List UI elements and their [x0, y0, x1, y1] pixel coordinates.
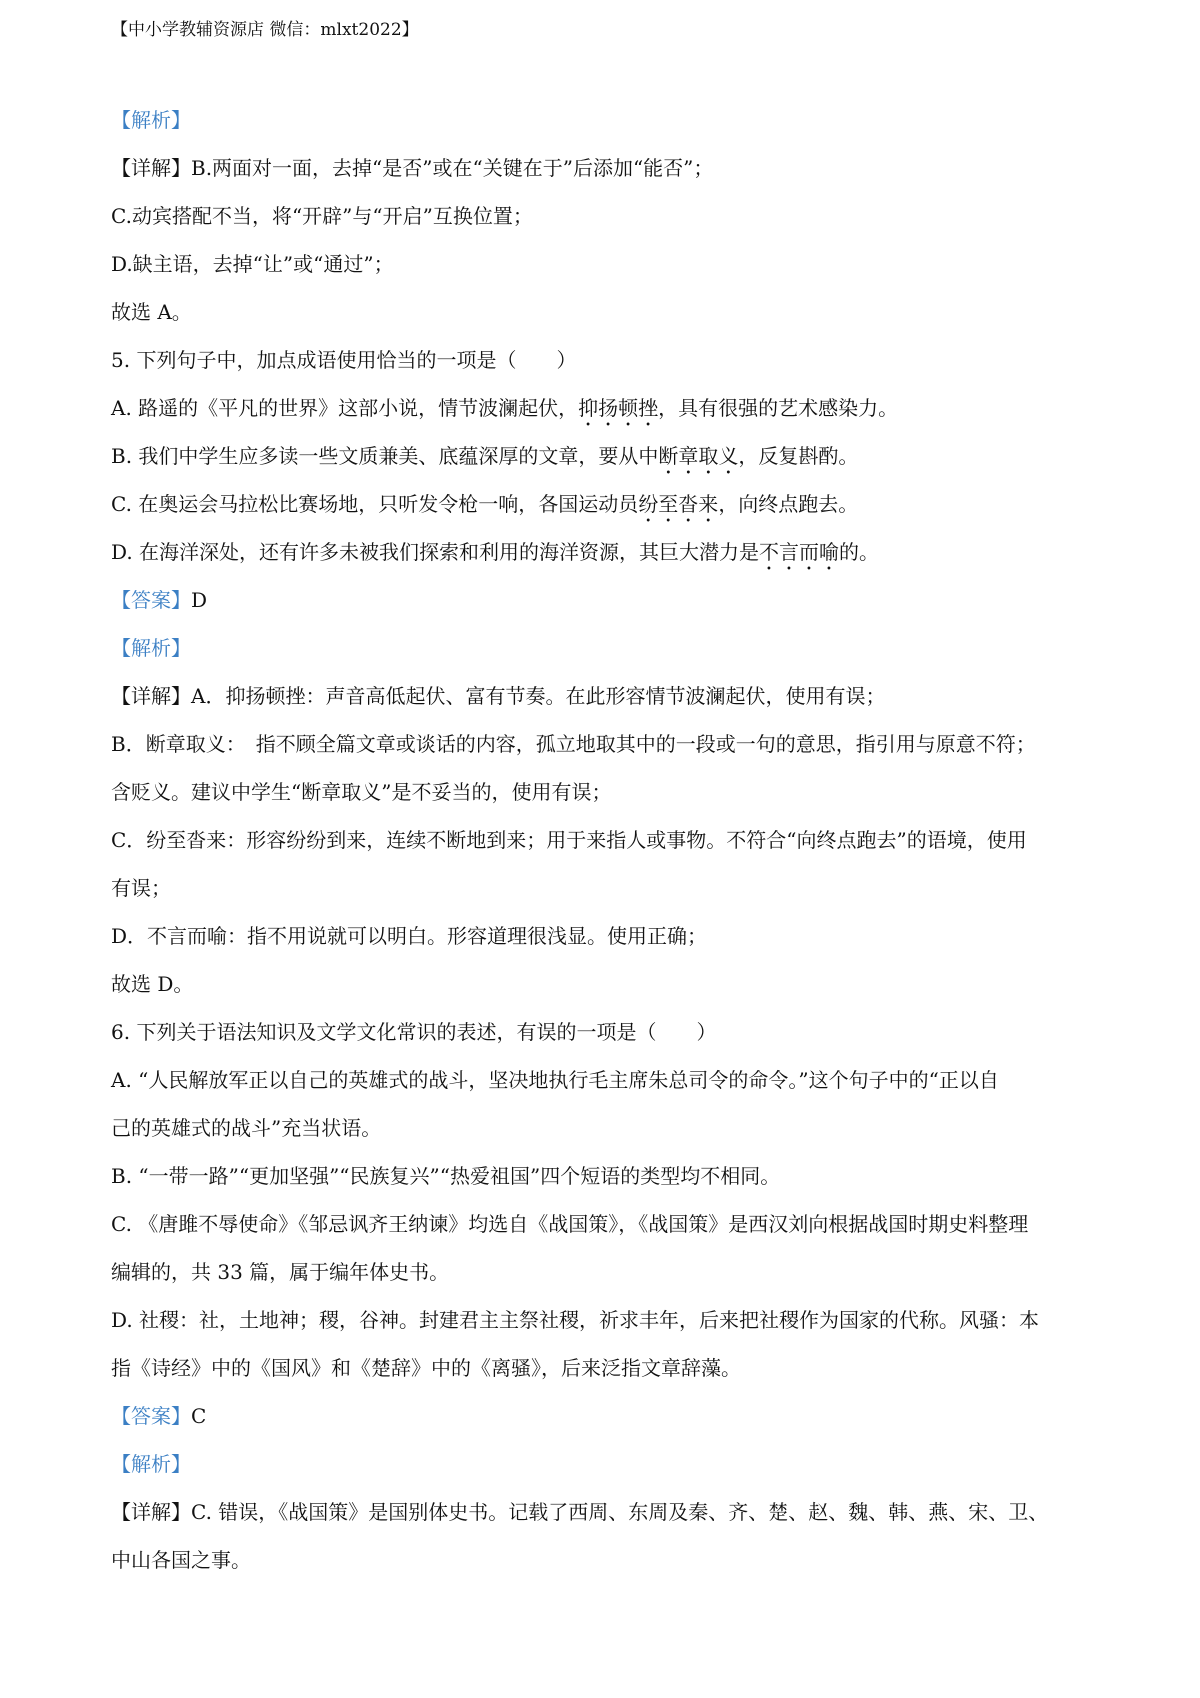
answer-tag: 【答案】 — [111, 588, 191, 612]
detail-line-b — [111, 144, 1101, 192]
q6-option-a-line2: 己的英雄式的战斗”充当状语。 — [111, 1116, 382, 1140]
q6-answer-line — [111, 1392, 1101, 1440]
q6-detail-line2: 中山各国之事。 — [111, 1548, 251, 1572]
q5-c-text-pre: C. 在奥运会马拉松比赛场地，只听发令枪一响，各国运动员 — [111, 492, 639, 516]
q5-a-text-pre: A. 路遥的《平凡的世界》这部小说，情节波澜起伏， — [111, 396, 579, 420]
conclusion-line: 故选 A。 — [111, 300, 192, 324]
detail-text: A．抑扬顿挫：声音高低起伏、富有节奏。在此形容情节波澜起伏，使用有误； — [191, 684, 886, 708]
document-body — [111, 96, 1101, 1584]
analysis-heading — [111, 96, 1101, 144]
q5-detail-c2: 有误； — [111, 876, 171, 900]
answer-tag: 【答案】 — [111, 1404, 191, 1428]
q5-detail-b2: 含贬义。建议中学生“断章取义”是不妥当的，使用有误； — [111, 780, 612, 804]
detail-tag: 【详解】 — [111, 1500, 191, 1524]
q5-d-dotted-idiom: 不言而喻 — [759, 540, 840, 564]
q6-stem: 6. 下列关于语法知识及文学文化常识的表述，有误的一项是（ ） — [111, 1020, 717, 1044]
q6-option-d-line2: 指《诗经》中的《国风》和《楚辞》中的《离骚》，后来泛指文章辞藻。 — [111, 1356, 741, 1380]
q6-option-d-line1: D. 社稷：社，土地神；稷，谷神。封建君主主祭社稷，祈求丰年，后来把社稷作为国家的代称。风骚：本 — [111, 1308, 1040, 1332]
detail-text: B.两面对一面，去掉“是否”或在“关键在于”后添加“能否”； — [191, 156, 714, 180]
q5-b-text-pre: B. 我们中学生应多读一些文质兼美、底蕴深厚的文章，要从中 — [111, 444, 659, 468]
answer-value: D — [191, 588, 208, 612]
q5-option-b — [111, 432, 1101, 480]
analysis-tag: 【解析】 — [111, 636, 191, 660]
q5-detail-b1: B．断章取义： 指不顾全篇文章或谈话的内容，孤立地取其中的一段或一句的意思，指引用与原意不符； — [111, 732, 1036, 756]
q5-conclusion: 故选 D。 — [111, 972, 194, 996]
analysis-tag: 【解析】 — [111, 1452, 191, 1476]
q5-option-c — [111, 480, 1101, 528]
q6-option-c-line1: C. 《唐雎不辱使命》《邹忌讽齐王纳谏》均选自《战国策》，《战国策》是西汉刘向根据战国时期史料整理 — [111, 1212, 1029, 1236]
q5-d-text-pre: D. 在海洋深处，还有许多未被我们探索和利用的海洋资源，其巨大潜力是 — [111, 540, 760, 564]
q6-analysis-heading — [111, 1440, 1101, 1488]
detail-line-c: C.动宾搭配不当，将“开辟”与“开启”互换位置； — [111, 204, 533, 228]
header-watermark-note: 【中小学教辅资源店 微信：mlxt2022】 — [111, 20, 419, 40]
detail-text: C. 错误，《战国策》是国别体史书。记载了西周、东周及秦、齐、楚、赵、魏、韩、燕、宋、卫、 — [191, 1500, 1049, 1524]
q5-option-d — [111, 528, 1101, 576]
q5-d-text-post: 的。 — [839, 540, 880, 564]
q5-c-dotted-idiom: 纷至沓来 — [638, 492, 719, 516]
q5-a-text-post: ，具有很强的艺术感染力。 — [658, 396, 899, 420]
q5-a-dotted-idiom: 抑扬顿挫 — [578, 396, 659, 420]
q5-stem: 5. 下列句子中，加点成语使用恰当的一项是（ ） — [111, 348, 577, 372]
q6-option-c-line2: 编辑的，共 33 篇，属于编年体史书。 — [111, 1260, 450, 1284]
detail-tag: 【详解】 — [111, 684, 191, 708]
q5-option-a — [111, 384, 1101, 432]
q6-option-b: B. “一带一路”“更加坚强”“民族复兴”“热爱祖国”四个短语的类型均不相同。 — [111, 1164, 781, 1188]
q5-analysis-heading — [111, 624, 1101, 672]
q5-detail-d: D．不言而喻：指不用说就可以明白。形容道理很浅显。使用正确； — [111, 924, 708, 948]
q5-answer-line — [111, 576, 1101, 624]
analysis-tag: 【解析】 — [111, 108, 191, 132]
q5-b-text-post: ，反复斟酌。 — [738, 444, 859, 468]
q5-detail-a — [111, 672, 1101, 720]
detail-tag: 【详解】 — [111, 156, 191, 180]
q5-b-dotted-idiom: 断章取义 — [658, 444, 739, 468]
answer-value: C — [191, 1404, 207, 1428]
q5-detail-c1: C．纷至沓来：形容纷纷到来，连续不断地到来；用于来指人或事物。不符合“向终点跑去”的语境，使用 — [111, 828, 1027, 852]
q6-option-a-line1: A. “人民解放军正以自己的英雄式的战斗，坚决地执行毛主席朱总司令的命令。”这个句子中的“正以自 — [111, 1068, 999, 1092]
detail-line-d: D.缺主语，去掉“让”或“通过”； — [111, 252, 394, 276]
q6-detail-line1 — [111, 1488, 1101, 1536]
q5-c-text-post: ，向终点跑去。 — [718, 492, 859, 516]
